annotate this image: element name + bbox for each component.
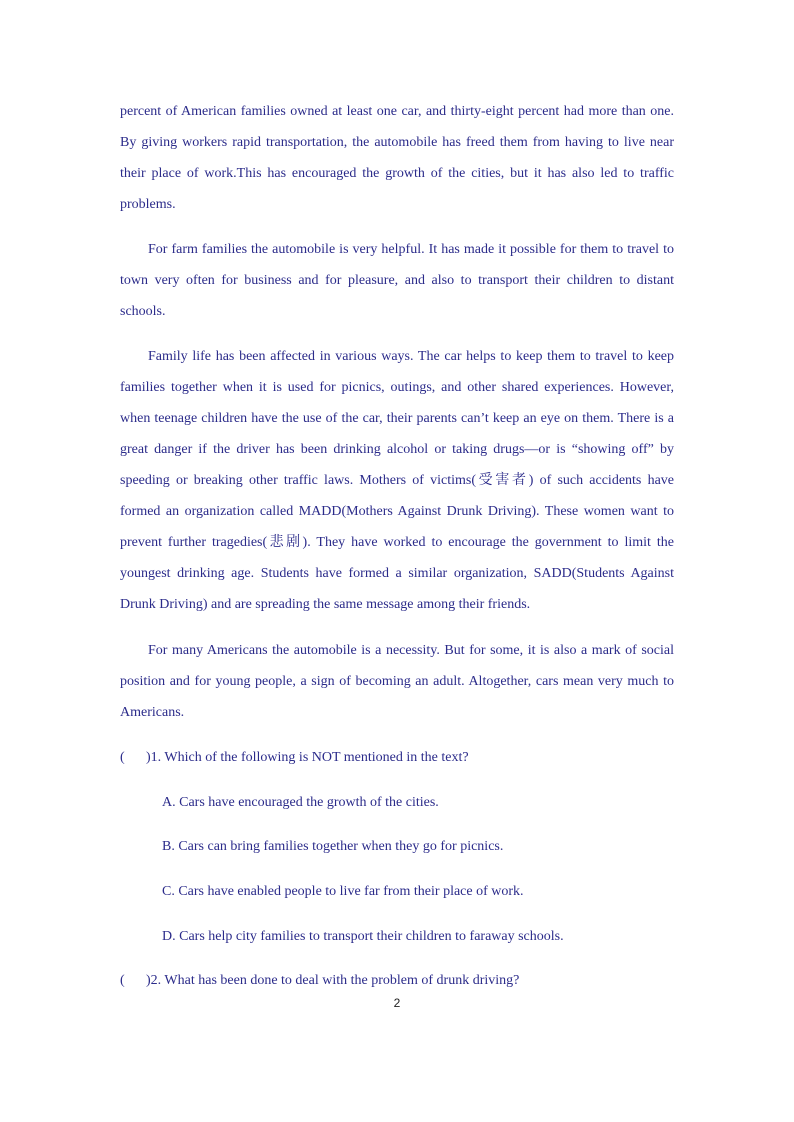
page-number: 2	[393, 996, 401, 1010]
question-text: )1. Which of the following is NOT mentioned in the text?	[146, 750, 469, 765]
option-b: B. Cars can bring families together when they go for picnics.	[162, 839, 504, 854]
answer-blank-paren: (	[120, 750, 125, 765]
paragraph-necessity: For many Americans the automobile is a necessity. But for some, it is also a mark of social position and for young people, a sign of becoming an adult. Altogether, cars mean very much to Americans.	[120, 643, 674, 720]
paragraph-family-life: Family life has been affected in various ways. The car helps to keep them to travel to keep families together when it is used for picnics, outings, and other shared experiences. However, when teenage children have the use of the car, their parents can’t keep an eye on them. There is a great danger if the driver has been drinking alcohol or taking drugs—or is “showing off” by speeding or breaking other traffic laws. Mothers of victims(受害者) of such accidents have formed an organization called MADD(Mothers Against Drunk Driving). These women want to prevent further tragedies(悲剧). They have worked to encourage the government to limit the youngest drinking age. Students have formed a similar organization, SADD(Students Against Drunk Driving) and are spreading the same message among their friends.	[120, 349, 674, 612]
question-1	[120, 748, 469, 768]
option-c: C. Cars have enabled people to live far from their place of work.	[162, 884, 524, 899]
option-d: D. Cars help city families to transport their children to faraway schools.	[162, 929, 564, 944]
question-text: )2. What has been done to deal with the problem of drunk driving?	[146, 973, 520, 988]
option-a: A. Cars have encouraged the growth of the cities.	[162, 795, 439, 810]
answer-blank-paren: (	[120, 973, 125, 988]
paragraph-car-ownership: percent of American families owned at least one car, and thirty-eight percent had more than one. By giving workers rapid transportation, the automobile has freed them from having to live near their place of work.This has encouraged the growth of the cities, but it has also led to traffic problems.	[120, 104, 674, 212]
question-2	[120, 971, 519, 991]
paragraph-farm-families: For farm families the automobile is very helpful. It has made it possible for them to travel to town very often for business and for pleasure, and also to transport their children to distant schools.	[120, 242, 674, 319]
